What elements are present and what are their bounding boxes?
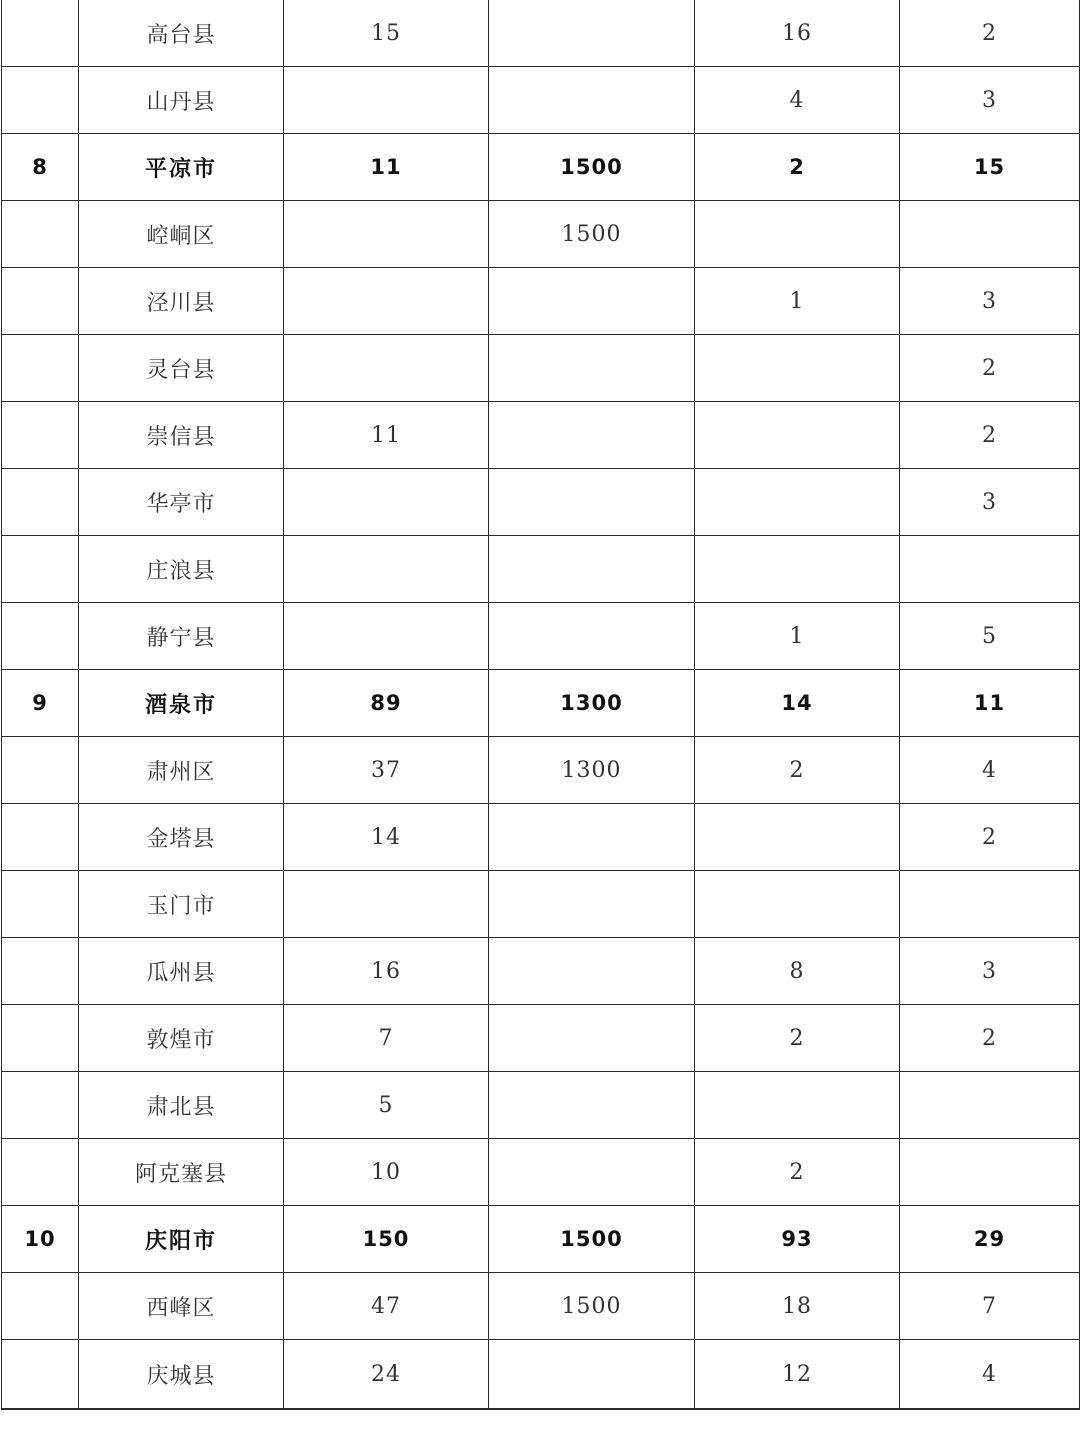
value-col-1-cell: 150 xyxy=(284,1206,489,1273)
value-col-4-cell xyxy=(900,1139,1080,1206)
value-col-4-cell: 2 xyxy=(900,0,1080,67)
row-index-cell xyxy=(2,1005,79,1072)
value-col-4-cell xyxy=(900,871,1080,938)
value-col-3-cell xyxy=(695,335,900,402)
value-col-1-cell xyxy=(284,335,489,402)
region-name-cell: 高台县 xyxy=(79,0,284,67)
row-index-cell xyxy=(2,335,79,402)
county-row xyxy=(2,603,1080,670)
county-row xyxy=(2,67,1080,134)
row-index-cell: 8 xyxy=(2,134,79,201)
value-col-1-cell: 5 xyxy=(284,1072,489,1139)
row-index-cell xyxy=(2,268,79,335)
value-col-4-cell: 5 xyxy=(900,603,1080,670)
value-col-1-cell: 47 xyxy=(284,1273,489,1340)
row-index-cell xyxy=(2,201,79,268)
value-col-4-cell: 2 xyxy=(900,1005,1080,1072)
county-row xyxy=(2,0,1080,67)
row-index-cell xyxy=(2,1273,79,1340)
value-col-3-cell: 8 xyxy=(695,938,900,1005)
value-col-1-cell xyxy=(284,536,489,603)
row-index-cell xyxy=(2,469,79,536)
value-col-2-cell xyxy=(489,804,695,871)
value-col-2-cell xyxy=(489,536,695,603)
value-col-4-cell: 3 xyxy=(900,268,1080,335)
value-col-3-cell: 14 xyxy=(695,670,900,737)
value-col-3-cell xyxy=(695,201,900,268)
region-name-cell: 庆阳市 xyxy=(79,1206,284,1273)
region-name-cell: 灵台县 xyxy=(79,335,284,402)
value-col-2-cell: 1300 xyxy=(489,737,695,804)
region-name-cell: 崆峒区 xyxy=(79,201,284,268)
county-row xyxy=(2,1340,1080,1410)
region-name-cell: 西峰区 xyxy=(79,1273,284,1340)
value-col-2-cell xyxy=(489,0,695,67)
value-col-4-cell: 7 xyxy=(900,1273,1080,1340)
region-name-cell: 敦煌市 xyxy=(79,1005,284,1072)
value-col-4-cell: 2 xyxy=(900,335,1080,402)
region-name-cell: 瓜州县 xyxy=(79,938,284,1005)
county-row xyxy=(2,871,1080,938)
table-body xyxy=(2,0,1080,1409)
value-col-1-cell: 7 xyxy=(284,1005,489,1072)
value-col-4-cell: 3 xyxy=(900,469,1080,536)
county-row xyxy=(2,938,1080,1005)
value-col-3-cell: 2 xyxy=(695,134,900,201)
city-row xyxy=(2,1206,1080,1273)
row-index-cell xyxy=(2,1072,79,1139)
county-row xyxy=(2,1005,1080,1072)
region-name-cell: 肃北县 xyxy=(79,1072,284,1139)
value-col-1-cell: 37 xyxy=(284,737,489,804)
value-col-2-cell xyxy=(489,469,695,536)
row-index-cell xyxy=(2,1139,79,1206)
data-table xyxy=(1,0,1080,1410)
value-col-1-cell: 10 xyxy=(284,1139,489,1206)
value-col-1-cell xyxy=(284,871,489,938)
value-col-3-cell: 2 xyxy=(695,1139,900,1206)
value-col-4-cell: 15 xyxy=(900,134,1080,201)
value-col-2-cell xyxy=(489,268,695,335)
value-col-3-cell: 16 xyxy=(695,0,900,67)
row-index-cell xyxy=(2,603,79,670)
value-col-1-cell: 15 xyxy=(284,0,489,67)
county-row xyxy=(2,1273,1080,1340)
value-col-2-cell xyxy=(489,1340,695,1410)
region-name-cell: 庆城县 xyxy=(79,1340,284,1410)
row-index-cell xyxy=(2,938,79,1005)
value-col-4-cell: 2 xyxy=(900,804,1080,871)
value-col-3-cell xyxy=(695,871,900,938)
row-index-cell xyxy=(2,402,79,469)
value-col-2-cell xyxy=(489,871,695,938)
value-col-3-cell: 2 xyxy=(695,1005,900,1072)
value-col-1-cell: 16 xyxy=(284,938,489,1005)
row-index-cell xyxy=(2,67,79,134)
value-col-3-cell: 1 xyxy=(695,268,900,335)
value-col-1-cell: 24 xyxy=(284,1340,489,1410)
value-col-1-cell xyxy=(284,603,489,670)
value-col-2-cell xyxy=(489,335,695,402)
value-col-4-cell xyxy=(900,201,1080,268)
row-index-cell: 9 xyxy=(2,670,79,737)
value-col-4-cell: 3 xyxy=(900,938,1080,1005)
value-col-4-cell: 2 xyxy=(900,402,1080,469)
region-name-cell: 山丹县 xyxy=(79,67,284,134)
value-col-1-cell xyxy=(284,469,489,536)
value-col-2-cell: 1300 xyxy=(489,670,695,737)
value-col-2-cell xyxy=(489,1072,695,1139)
row-index-cell xyxy=(2,871,79,938)
value-col-1-cell: 11 xyxy=(284,134,489,201)
value-col-3-cell: 4 xyxy=(695,67,900,134)
value-col-2-cell: 1500 xyxy=(489,1273,695,1340)
region-name-cell: 泾川县 xyxy=(79,268,284,335)
value-col-1-cell xyxy=(284,67,489,134)
county-row xyxy=(2,1072,1080,1139)
value-col-2-cell xyxy=(489,67,695,134)
value-col-1-cell xyxy=(284,201,489,268)
value-col-2-cell xyxy=(489,1139,695,1206)
value-col-3-cell xyxy=(695,1072,900,1139)
county-row xyxy=(2,201,1080,268)
county-row xyxy=(2,268,1080,335)
value-col-3-cell: 93 xyxy=(695,1206,900,1273)
value-col-2-cell: 1500 xyxy=(489,201,695,268)
region-name-cell: 酒泉市 xyxy=(79,670,284,737)
value-col-2-cell xyxy=(489,603,695,670)
county-row xyxy=(2,402,1080,469)
value-col-3-cell: 18 xyxy=(695,1273,900,1340)
row-index-cell xyxy=(2,0,79,67)
value-col-3-cell: 2 xyxy=(695,737,900,804)
region-name-cell: 肃州区 xyxy=(79,737,284,804)
county-row xyxy=(2,737,1080,804)
region-name-cell: 崇信县 xyxy=(79,402,284,469)
region-name-cell: 平凉市 xyxy=(79,134,284,201)
value-col-4-cell: 4 xyxy=(900,737,1080,804)
region-name-cell: 玉门市 xyxy=(79,871,284,938)
value-col-3-cell xyxy=(695,804,900,871)
value-col-3-cell: 12 xyxy=(695,1340,900,1410)
value-col-3-cell xyxy=(695,536,900,603)
county-row xyxy=(2,804,1080,871)
row-index-cell: 10 xyxy=(2,1206,79,1273)
value-col-4-cell: 11 xyxy=(900,670,1080,737)
county-row xyxy=(2,1139,1080,1206)
value-col-2-cell: 1500 xyxy=(489,1206,695,1273)
county-row xyxy=(2,469,1080,536)
value-col-3-cell xyxy=(695,402,900,469)
value-col-1-cell xyxy=(284,268,489,335)
value-col-1-cell: 89 xyxy=(284,670,489,737)
value-col-1-cell: 11 xyxy=(284,402,489,469)
value-col-3-cell: 1 xyxy=(695,603,900,670)
value-col-2-cell xyxy=(489,1005,695,1072)
value-col-4-cell: 3 xyxy=(900,67,1080,134)
county-row xyxy=(2,536,1080,603)
city-row xyxy=(2,670,1080,737)
region-name-cell: 静宁县 xyxy=(79,603,284,670)
region-name-cell: 金塔县 xyxy=(79,804,284,871)
value-col-2-cell xyxy=(489,938,695,1005)
region-name-cell: 华亭市 xyxy=(79,469,284,536)
county-row xyxy=(2,335,1080,402)
row-index-cell xyxy=(2,737,79,804)
value-col-2-cell xyxy=(489,402,695,469)
city-row xyxy=(2,134,1080,201)
value-col-1-cell: 14 xyxy=(284,804,489,871)
value-col-4-cell: 4 xyxy=(900,1340,1080,1410)
row-index-cell xyxy=(2,804,79,871)
row-index-cell xyxy=(2,1340,79,1410)
value-col-4-cell xyxy=(900,1072,1080,1139)
region-name-cell: 阿克塞县 xyxy=(79,1139,284,1206)
value-col-3-cell xyxy=(695,469,900,536)
region-name-cell: 庄浪县 xyxy=(79,536,284,603)
value-col-4-cell xyxy=(900,536,1080,603)
value-col-2-cell: 1500 xyxy=(489,134,695,201)
value-col-4-cell: 29 xyxy=(900,1206,1080,1273)
row-index-cell xyxy=(2,536,79,603)
